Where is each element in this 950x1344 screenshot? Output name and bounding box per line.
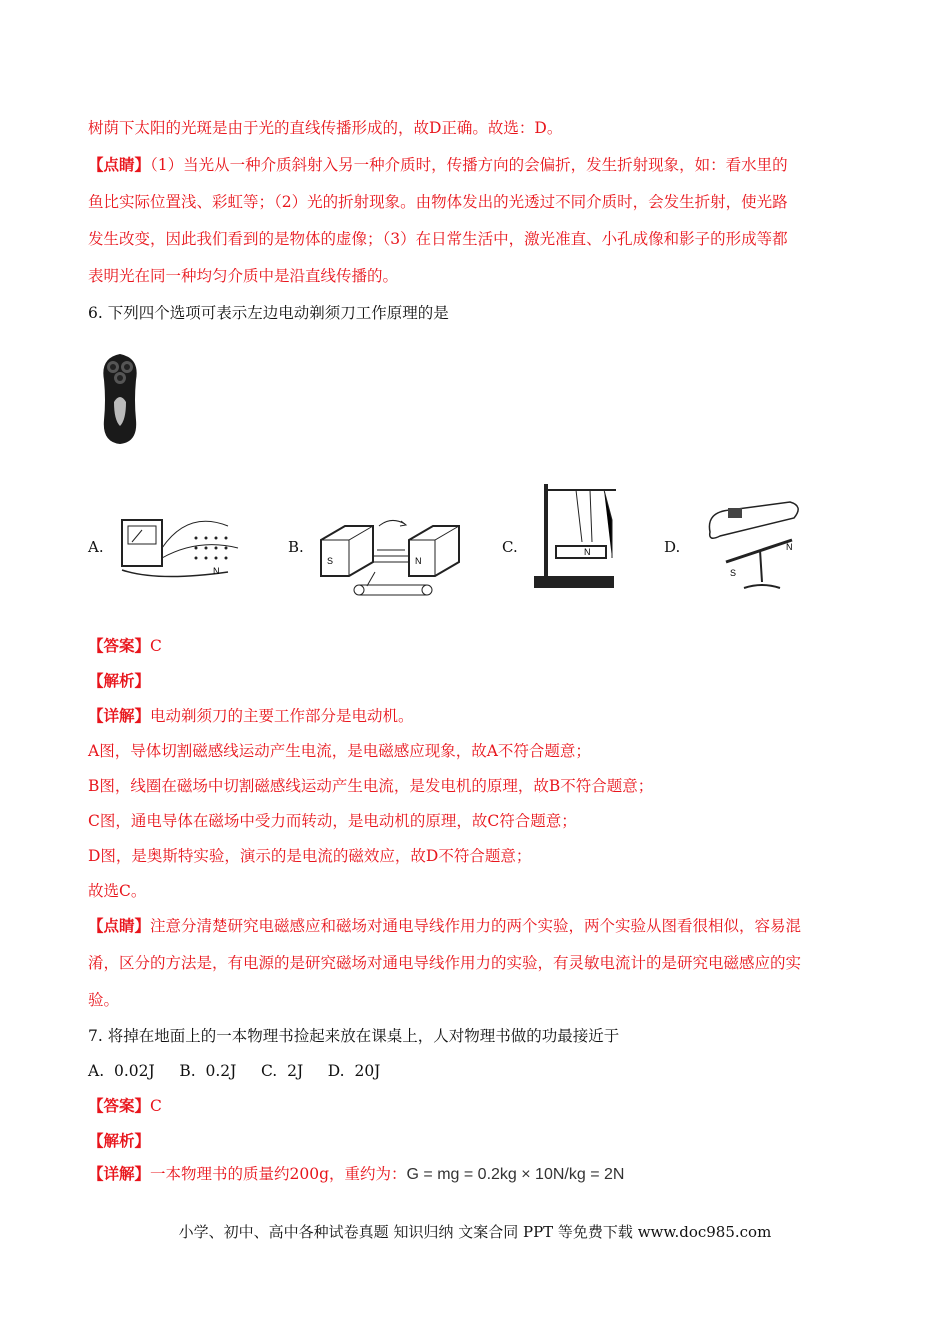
answer-tag: 【答案】: [88, 636, 151, 655]
answer-line: [88, 1096, 162, 1116]
detail-tag: 【详解】: [88, 1164, 151, 1183]
option-b-figure: [315, 512, 465, 604]
detail-text: 电动剃须刀的主要工作部分是电动机。: [150, 707, 414, 725]
s-pole-label: S: [327, 556, 334, 566]
tip-line-3: 验。: [88, 991, 120, 1009]
tip-text: （1）当光从一种介质斜射入另一种介质时，传播方向的会偏折，发生折射现象，如：看水里的: [150, 156, 788, 174]
n-pole-label: N: [786, 542, 793, 552]
text-line: 鱼比实际位置浅、彩虹等；（2）光的折射现象。由物体发出的光透过不同介质时，会发生折射，使光路: [88, 193, 788, 211]
tip-tag: 【点睛】: [88, 916, 151, 935]
detail-text: 一本物理书的质量约200g，重约为：: [150, 1165, 407, 1183]
text-line: 树荫下太阳的光斑是由于光的直线传播形成的，故D正确。故选：D。: [88, 119, 563, 137]
option-d-figure: [700, 492, 810, 596]
analysis-line: [88, 1131, 150, 1151]
answer-tag: 【答案】: [88, 1096, 151, 1115]
detail-line: [88, 1164, 624, 1185]
tip-line: [88, 916, 801, 936]
option-d-label: D.: [664, 538, 681, 556]
option-c-label: C.: [502, 538, 518, 556]
question-7-choices: A. 0.02J B. 0.2J C. 2J D. 20J: [88, 1062, 381, 1080]
detail-c: C图，通电导体在磁场中受力而转动，是电动机的原理，故C符合题意；: [88, 812, 577, 830]
detail-line: [88, 706, 414, 726]
n-pole-label: N: [415, 556, 422, 566]
answer-value: C: [150, 1097, 162, 1115]
detail-a: A图，导体切割磁感线运动产生电流，是电磁感应现象，故A不符合题意；: [88, 742, 591, 760]
question-6: 6. 下列四个选项可表示左边电动剃须刀工作原理的是: [88, 304, 449, 322]
option-a-label: A.: [88, 538, 104, 556]
option-c-figure: [530, 480, 622, 592]
tip-line: [88, 155, 788, 175]
tip-tag: 【点睛】: [88, 155, 151, 174]
detail-tag: 【详解】: [88, 706, 151, 725]
tip-line-2: 淆，区分的方法是，有电源的是研究磁场对通电导线作用力的实验，有灵敏电流计的是研究电磁感应的实: [88, 954, 802, 972]
answer-line: [88, 636, 162, 656]
question-7: 7. 将掉在地面上的一本物理书捡起来放在课桌上，人对物理书做的功最接近于: [88, 1027, 620, 1045]
analysis-line: [88, 671, 150, 691]
conclusion: 故选C。: [88, 882, 147, 900]
page-footer: 小学、初中、高中各种试卷真题 知识归纳 文案合同 PPT 等免费下载 www.doc985.com: [178, 1223, 772, 1241]
text-line: 发生改变，因此我们看到的是物体的虚像；（3）在日常生活中，激光准直、小孔成像和影子的形成等都: [88, 230, 788, 248]
analysis-tag: 【解析】: [88, 1131, 151, 1150]
text-line: 表明光在同一种均匀介质中是沿直线传播的。: [88, 267, 399, 285]
answer-value: C: [150, 637, 162, 655]
tip-text: 注意分清楚研究电磁感应和磁场对通电导线作用力的两个实验，两个实验从图看很相似，容易混: [150, 917, 802, 935]
n-pole-label: N: [213, 566, 220, 576]
s-pole-label: S: [730, 568, 737, 578]
n-pole-label: N: [584, 547, 591, 557]
weight-formula: G = mg = 0.2kg × 10N/kg = 2N: [406, 1166, 625, 1183]
option-b-label: B.: [288, 538, 304, 556]
detail-b: B图，线圈在磁场中切割磁感线运动产生电流，是发电机的原理，故B不符合题意；: [88, 777, 654, 795]
detail-d: D图，是奥斯特实验，演示的是电流的磁效应，故D不符合题意；: [88, 847, 532, 865]
electric-shaver-image: [96, 350, 146, 448]
analysis-tag: 【解析】: [88, 671, 151, 690]
option-a-figure: [118, 508, 248, 588]
